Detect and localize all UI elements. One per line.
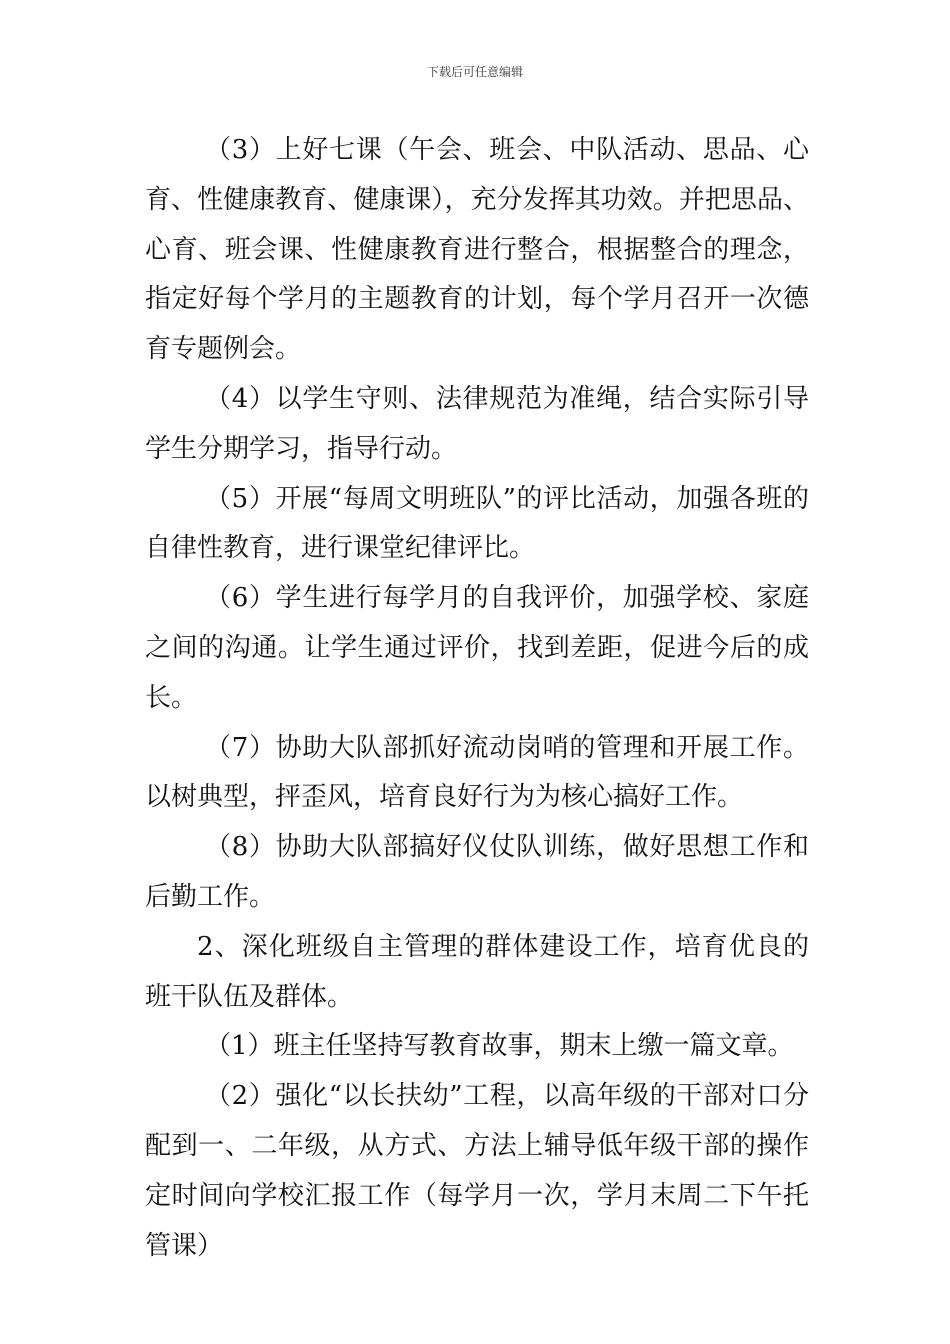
paragraph-item-4: （4）以学生守则、法律规范为准绳，结合实际引导学生分期学习，指导行动。 — [145, 383, 809, 464]
paragraph-item-6: （6）学生进行每学月的自我评价，加强学校、家庭之间的沟通。让学生通过评价，找到差距，促进今后的成长。 — [145, 583, 809, 713]
paragraph-item-5: （5）开展“每周文明班队”的评比活动，加强各班的自律性教育，进行课堂纪律评比。 — [145, 483, 809, 564]
paragraph-subitem-1: （1）班主任坚持写教育故事，期末上缴一篇文章。 — [205, 1031, 794, 1062]
paragraph-subitem-2: （2）强化“以长扶幼”工程，以高年级的干部对口分配到一、二年级，从方式、方法上辅导低年级干部的操作定时间向学校汇报工作（每学月一次，学月末周二下午托管课） — [145, 1081, 809, 1261]
section-heading-2: 2、深化班级自主管理的群体建设工作，培育优良的班干队伍及群体。 — [145, 931, 809, 1012]
document-body — [145, 126, 809, 1271]
paragraph-item-3: （3）上好七课（午会、班会、中队活动、思品、心育、性健康教育、健康课），充分发挥其功效。并把思品、心育、班会课、性健康教育进行整合，根据整合的理念，指定好每个学月的主题教育的计划，每个学月召开一次德育专题例会。 — [145, 135, 809, 365]
paragraph-item-7: （7）协助大队部抓好流动岗哨的管理和开展工作。以树典型，抨歪风，培育良好行为为核心搞好工作。 — [145, 732, 809, 813]
page-header: 下载后可任意编辑 — [426, 65, 523, 79]
paragraph-item-8: （8）协助大队部搞好仪仗队训练，做好思想工作和后勤工作。 — [145, 832, 809, 912]
